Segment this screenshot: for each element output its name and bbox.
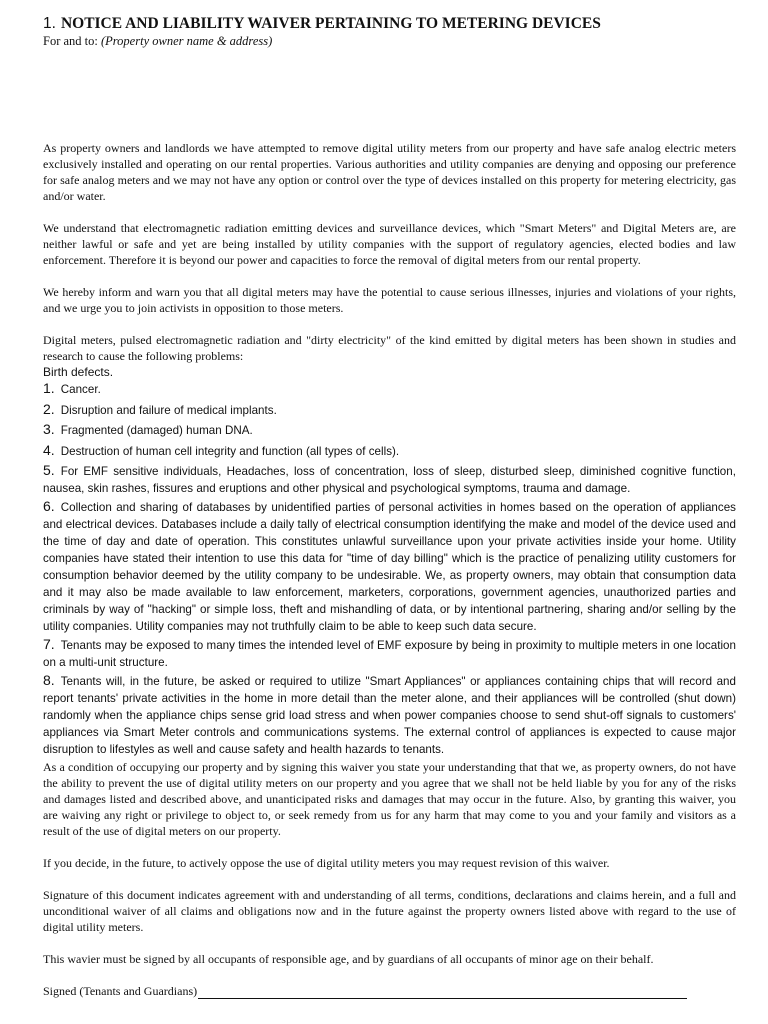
list-item-number: 5. [43, 462, 55, 478]
list-item-number: 2. [43, 400, 55, 417]
list-item [43, 380, 736, 398]
addressee-line [43, 33, 736, 49]
signature-label: Signed (Tenants and Guardians) [43, 984, 198, 998]
birth-defects-item: Birth defects. [43, 365, 114, 379]
list-item-number: 1. [43, 380, 55, 396]
list-item-number: 8. [43, 672, 55, 688]
list-item-text: Collection and sharing of databases by unidentified parties of personal activities in homes based on the operation of appliances and electrical devices. Databases include a daily tally of electrical consumption identifying the make and model of the device used and the time of day and date of operation. This constitutes unlawful surveillance upon your private activities inside your home. Utility companies have stated their intention to use this data for "time of day billing" which is the practice of penalizing utility customers for consumption behavior deemed by the utility company to be undesirable. We, as property owners, may obtain that consumption data and it may also be made available to law enforcement, marketers, corporations, government agencies, unauthorized parties and criminals by way of "hacking" or simple loss, theft and mishandling of data, or by intentional partnering, sharing and/or selling by the utility companies. Utility companies may not truthfully claim to be able to keep such data secure. [43, 501, 736, 633]
intro-paragraph-4: Digital meters, pulsed electromagnetic radiation and "dirty electricity" of the kind emitted by digital meters has been shown in studies and research to cause the following problems: [43, 333, 736, 363]
list-item-number: 4. [43, 441, 55, 458]
signature-line [43, 983, 736, 999]
document-heading [43, 14, 736, 33]
list-item-text: Fragmented (damaged) human DNA. [60, 424, 253, 437]
list-item-text: Destruction of human cell integrity and function (all types of cells). [60, 444, 400, 458]
waiver-document [43, 14, 736, 999]
list-item [43, 636, 736, 671]
list-item [43, 421, 736, 439]
signature-field[interactable] [198, 987, 687, 999]
list-item-text: Disruption and failure of medical implants. [60, 403, 277, 417]
list-item-text: For EMF sensitive individuals, Headaches, loss of concentration, loss of sleep, disturbed sleep, diminished cognitive function, nausea, skin rashes, fissures and eruptions and other physical and psychological symptoms, trauma and damage. [43, 465, 736, 495]
list-item-number: 7. [43, 636, 55, 652]
list-item [43, 498, 736, 635]
list-item-text: Tenants will, in the future, be asked or required to utilize "Smart Appliances" or appliances containing chips that will record and report tenants' private activities in the home in more detail than the meter alone, and their appliances will be controlled (shut down) randomly when the appliance chips sense grid load stress and when power companies choose to send shut-off signals to customers' appliances via Smart Meter controls and communications systems. The external control of appliances is expected to cause major disruption to lifestyles as well and cause safety and health hazards to tenants. [43, 675, 736, 756]
list-item-number: 6. [43, 498, 55, 514]
list-item [43, 462, 736, 497]
addressee-label: For and to: [43, 34, 98, 48]
list-item-number: 3. [43, 421, 55, 437]
list-item [43, 442, 736, 460]
list-item-text: Cancer. [60, 383, 101, 396]
closing-paragraph-4: This wavier must be signed by all occupants of responsible age, and by guardians of all occupants of minor age on their behalf. [43, 952, 654, 966]
heading-number: 1. [43, 15, 56, 32]
addressee-placeholder: (Property owner name & address) [100, 34, 273, 48]
closing-paragraph-2: If you decide, in the future, to actively oppose the use of digital utility meters you may request revision of this waiver. [43, 856, 610, 870]
list-item [43, 401, 736, 419]
list-item-text: Tenants may be exposed to many times the intended level of EMF exposure by being in proximity to multiple meters in one location on a multi-unit structure. [43, 639, 736, 669]
problems-list [43, 380, 736, 758]
intro-paragraph-2: We understand that electromagnetic radiation emitting devices and surveillance devices, which "Smart Meters" and Digital Meters are, are neither lawful or safe and yet are being installed by utility companies with the support of regulatory agencies, elected bodies and law enforcement. Therefore it is beyond our power and capacities to force the removal of digital meters from our rental property. [43, 221, 736, 267]
intro-paragraph-1: As property owners and landlords we have attempted to remove digital utility meters from our property and have safe analog electric meters exclusively installed and operating on our rental properties. Various authorities and utility companies are denying and opposing our preference for safe analog meters and we may not have any option or control over the type of devices installed on this property for metering electricity, gas and/or water. [43, 141, 736, 203]
document-title: NOTICE AND LIABILITY WAIVER PERTAINING TO METERING DEVICES [60, 15, 601, 32]
list-item [43, 672, 736, 758]
closing-paragraph-3: Signature of this document indicates agreement with and understanding of all terms, conditions, declarations and claims herein, and a full and unconditional waiver of all claims and obligations now and in the future against the property owners listed above with regard to the use of digital utility meters. [43, 888, 736, 934]
intro-paragraph-3: We hereby inform and warn you that all digital meters may have the potential to cause serious illnesses, injuries and violations of your rights, and we urge you to join activists in opposition to those meters. [43, 285, 736, 315]
closing-paragraph-1: As a condition of occupying our property and by signing this waiver you state your understanding that that we, as property owners, do not have the ability to prevent the use of digital utility meters on our property and you agree that we shall not be held liable by you for any of the risks and damages listed and described above, and unanticipated risks and damages that may occur in the future. Also, by granting this waiver, you are waiving any right or privilege to object to, or seek remedy from us for any harm that may come to you and your family and visitors as a result of the use of digital meters on our property. [43, 760, 736, 838]
